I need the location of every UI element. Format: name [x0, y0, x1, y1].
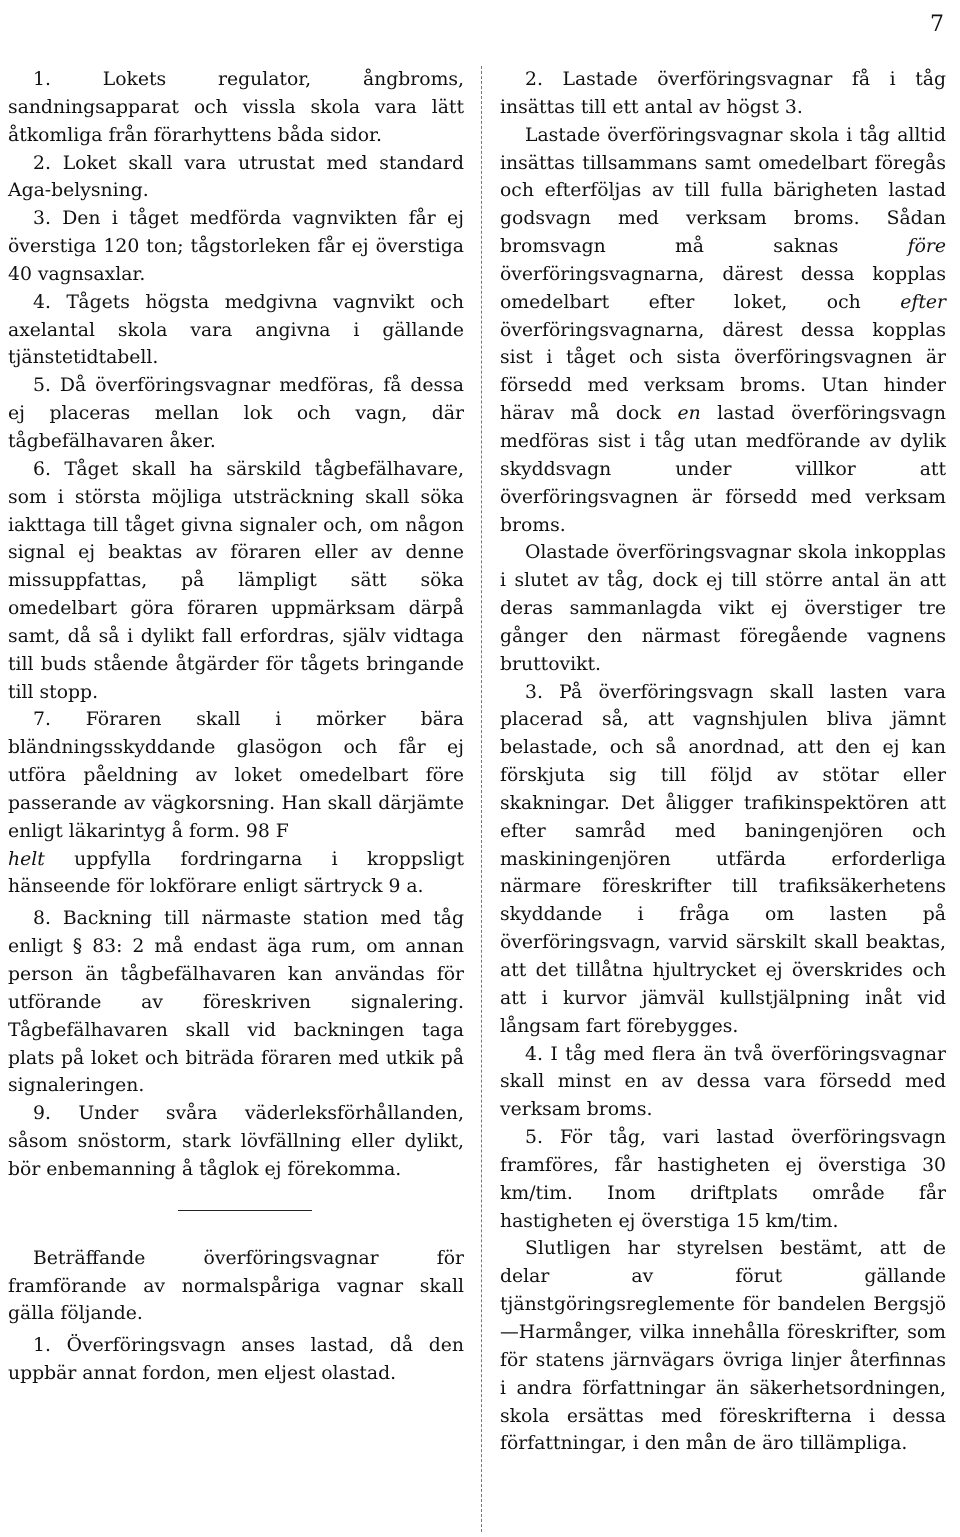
column-divider — [481, 66, 482, 1532]
lastade-text-2: överföringsvagnarna, därest dessa kopplas omedelbart efter loket, och — [500, 263, 946, 313]
p8-text-a: 8. Backning till närmaste station med tåg enligt — [8, 908, 464, 958]
lastade-italic-efter: efter — [900, 291, 946, 313]
paragraph-lastade — [500, 122, 946, 540]
paragraph-lok-8 — [8, 905, 464, 1100]
section-sign: § — [72, 936, 83, 958]
paragraph-ov-3: 3. På överföringsvagn skall lasten vara placerad så, att vagnshjulen bliva jämnt belastade, och så anordnad, att den ej kan förskjuta sig till följd av stötar eller skakningar. Det åligger trafikinspektören att efter samråd med baningenjören och maskiningenjören utfärda erforderliga närmare föreskrifter till trafiksäkerhetens skyddande i fråga om lasten på överföringsvagn, varvid särskilt skall beaktas, att det tillåtna hjultrycket ej överskrides och att i kurvor jämväl kullstjälpning inåt vid långsam fart förebygges. — [500, 681, 946, 1037]
p8-text-b: 83: 2 må endast äga rum, om annan person än tågbefälhavaren kan användas för utförande av föreskriven signalering. Tågbefälhavaren skall vid backningen taga plats på loket och biträda föraren med utkik på signaleringen. — [8, 936, 464, 1097]
paragraph-slutligen: Slutligen har styrelsen bestämt, att de delar av förut gällande tjänstgöringsreglemente för bandelen Bergsjö—Harmånger, vilka innehålla föreskrifter, som för statens järnvägars övriga linjer återfinnas i andra författningar än säkerhetsordningen, skola ersättas med föreskrifterna i dessa författningar, i den mån de äro tillämpliga. — [500, 1238, 946, 1455]
paragraph-lok-9: 9. Under svåra väderleksförhållanden, såsom snöstorm, stark lövfällning eller dylikt, bör enbemanning å tåglok ej förekomma. — [8, 1103, 464, 1180]
paragraph-lok-7 — [8, 706, 464, 901]
paragraph-ov-4: 4. I tåg med flera än två överföringsvagnar skall minst en av dessa vara försedd med verksam broms. — [500, 1043, 946, 1121]
p7-text-a: 7. Föraren skall i mörker bära bländningsskyddande glasögon och får ej utföra påeldning av loket omedelbart före passerande av vägkorsning. Han skall därjämte enligt läkarintyg å form. 98 F — [8, 709, 464, 842]
lastade-italic-fore: före — [907, 236, 946, 258]
paragraph-lok-6: 6. Tåget skall ha särskild tågbefälhavare, som i största möjliga utsträckning skall söka iakttaga till tåget givna signaler och, om någon signal ej beaktas av föraren eller av denne missuppfattas, på lämpligt sätt söka omedelbart göra föraren uppmärksam därpå samt, då så i dylikt fall erfordras, själv vidtaga till buds stående åtgärder för tågets bringande till stopp. — [8, 458, 464, 703]
paragraph-intro-overforingsvagnar: Beträffande överföringsvagnar för framförande av normalspåriga vagnar skall gälla följande. — [8, 1247, 464, 1325]
paragraph-ov-1: 1. Överföringsvagn anses lastad, då den uppbär annat fordon, men eljest olastad. — [8, 1335, 464, 1385]
paragraph-lok-4: 4. Tågets högsta medgivna vagnvikt och axelantal skola vara angivna i gällande tjänstetidtabell. — [8, 291, 464, 369]
lastade-text-3: överföringsvagnarna, därest dessa kopplas sist i tåget och sista överföringsvagnen är försedd med verksam broms. Utan hinder härav må dock — [500, 319, 946, 425]
lastade-text-1: Lastade överföringsvagnar skola i tåg alltid insättas tillsammans samt omedelbart föregås och efterföljas av till fulla bärigheten lastad godsvagn med verksam broms. Sådan bromsvagn må saknas — [500, 124, 946, 258]
p7-text-b: uppfylla fordringarna i kroppsligt hänseende för lokförare enligt särtryck 9 a. — [8, 848, 464, 898]
page-number: 7 — [930, 12, 944, 37]
paragraph-olastade: Olastade överföringsvagnar skola inkopplas i slutet av tåg, dock ej till större antal än att deras sammanlagda vikt ej överstiger tre gånger den närmast föregående vagnens bruttovikt. — [500, 542, 946, 675]
paragraph-lok-1: 1. Lokets regulator, ångbroms, sandningsapparat och vissla skola vara lätt åtkomliga från förarhyttens båda sidor. — [8, 69, 464, 146]
lastade-italic-en: en — [677, 403, 701, 425]
paragraph-lok-3: 3. Den i tåget medförda vagnvikten får ej överstiga 120 ton; tågstorleken får ej överstiga 40 vagnsaxlar. — [8, 208, 464, 285]
lastade-text-4: lastad överföringsvagn medföras sist i tåg utan medförande av dylik skyddsvagn under villkor att överföringsvagnen är försedd med verksam broms. — [500, 403, 946, 536]
paragraph-ov-5: 5. För tåg, vari lastad överföringsvagn framföres, får hastigheten ej överstiga 30 km/tim. Inom driftplats område får hastigheten ej överstiga 15 km/tim. — [500, 1127, 946, 1232]
section-rule — [178, 1210, 312, 1211]
p7-italic: helt — [8, 848, 45, 870]
paragraph-ov-2: 2. Lastade överföringsvagnar få i tåg insättas till ett antal av högst 3. — [500, 69, 946, 118]
paragraph-lok-2: 2. Loket skall vara utrustat med standard Aga-belysning. — [8, 152, 464, 202]
paragraph-lok-5: 5. Då överföringsvagnar medföras, få dessa ej placeras mellan lok och vagn, där tågbefälhavaren åker. — [8, 375, 464, 452]
right-column — [500, 66, 946, 1458]
left-column — [8, 66, 464, 1388]
